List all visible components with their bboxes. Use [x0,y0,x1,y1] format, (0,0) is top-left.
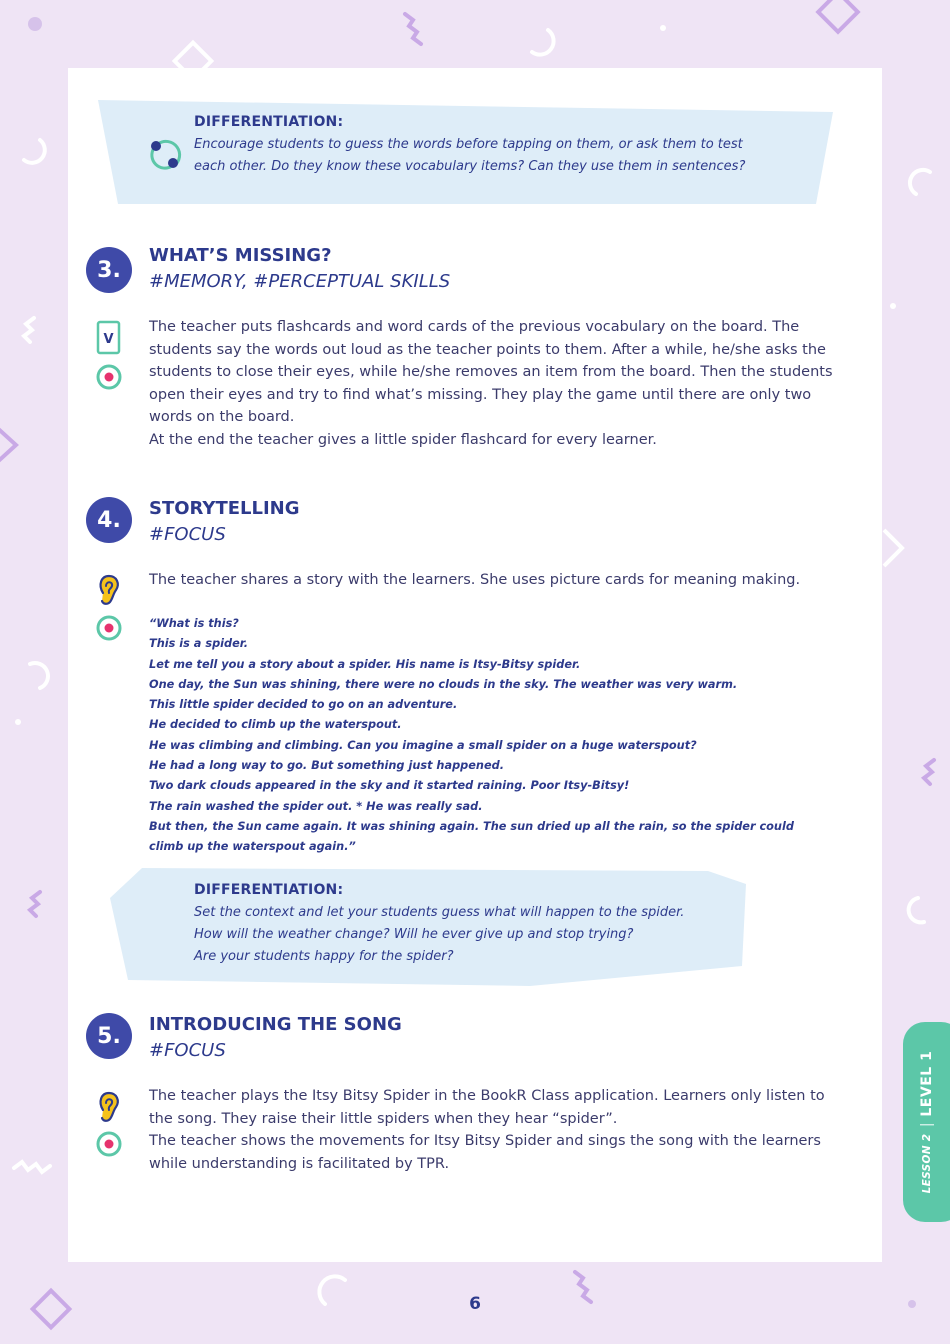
story-line: This is a spider. [149,637,249,651]
ear-icon [96,1090,122,1124]
differentiation-title: DIFFERENTIATION: [194,114,344,130]
target-icon [95,614,123,642]
story-line: One day, the Sun was shining, there were no clouds in the sky. The weather was very warm. [149,677,738,691]
section-title: WHAT’S MISSING? [149,245,332,266]
section-number-badge: 5. [86,1013,132,1059]
differentiation-callout [98,100,834,204]
page-number: 6 [469,1294,481,1314]
section-line: students say the words out loud as the teacher points to them. After a while, he/she asks the [149,342,826,358]
section-line: the song. They raise their little spiders when they hear “spider”. [149,1111,618,1127]
section-title: INTRODUCING THE SONG [149,1014,402,1035]
flashcard-letter: V [103,332,114,347]
section-number-badge: 3. [86,247,132,293]
section-line: The teacher shows the movements for Itsy Bitsy Spider and sings the song with the learners [149,1133,821,1149]
story-line: He was climbing and climbing. Can you imagine a small spider on a huge waterspout? [149,738,697,752]
story-line: Two dark clouds appeared in the sky and it started raining. Poor Itsy-Bitsy! [149,779,630,793]
level-label: LEVEL 1 [919,1050,935,1117]
section-title: STORYTELLING [149,498,300,519]
section-line: while understanding is facilitated by TPR. [149,1156,450,1172]
differentiation-line: Encourage students to guess the words before tapping on them, or ask them to test [194,137,743,152]
differentiation-line: How will the weather change? Will he ever give up and stop trying? [194,927,634,942]
differentiation-title: DIFFERENTIATION: [194,882,344,898]
story-line: This little spider decided to go on an adventure. [149,698,458,712]
section-line: words on the board. [149,409,295,425]
target-icon [95,1130,123,1158]
section-tags: #MEMORY, #PERCEPTUAL SKILLS [149,271,451,292]
story-line: Let me tell you a story about a spider. His name is Itsy-Bitsy spider. [149,657,581,671]
story-line: But then, the Sun came again. It was shining again. The sun dried up all the rain, so the spider could [149,819,794,833]
lesson-label: LESSON 2 [921,1133,933,1194]
story-line: He had a long way to go. But something just happened. [149,759,504,773]
target-icon [95,363,123,391]
section-line: The teacher puts flashcards and word cards of the previous vocabulary on the board. The [149,319,800,335]
tab-separator [920,1125,934,1126]
section-line: At the end the teacher gives a little spider flashcard for every learner. [149,432,657,448]
section-line: The teacher plays the Itsy Bitsy Spider in the BookR Class application. Learners only listen to [149,1088,825,1104]
differentiation-callout [110,868,750,988]
story-text [149,614,794,858]
section-number-badge: 4. [86,497,132,543]
section-line: The teacher shares a story with the learners. She uses picture cards for meaning making. [149,572,801,588]
ear-icon [96,573,122,607]
flashcard-icon [95,320,123,356]
section-line: students to close their eyes, while he/she removes an item from the board. Then the students [149,364,833,380]
story-line: The rain washed the spider out. * He was really sad. [149,799,483,813]
section-line: open their eyes and try to find what’s missing. They play the game until there are only two [149,387,812,403]
story-line: He decided to climb up the waterspout. [149,718,402,732]
section-tags: #FOCUS [149,1040,226,1061]
differentiation-line: Set the context and let your students guess what will happen to the spider. [194,905,685,920]
differentiation-line: Are your students happy for the spider? [194,949,454,964]
story-line: “What is this? [149,617,239,630]
story-line: climb up the waterspout again.” [149,840,356,854]
lesson-level-tab [903,1022,950,1222]
differentiation-line: each other. Do they know these vocabulary items? Can they use them in sentences? [194,159,746,174]
section-tags: #FOCUS [149,524,226,545]
refresh-cycle-icon [148,138,184,172]
